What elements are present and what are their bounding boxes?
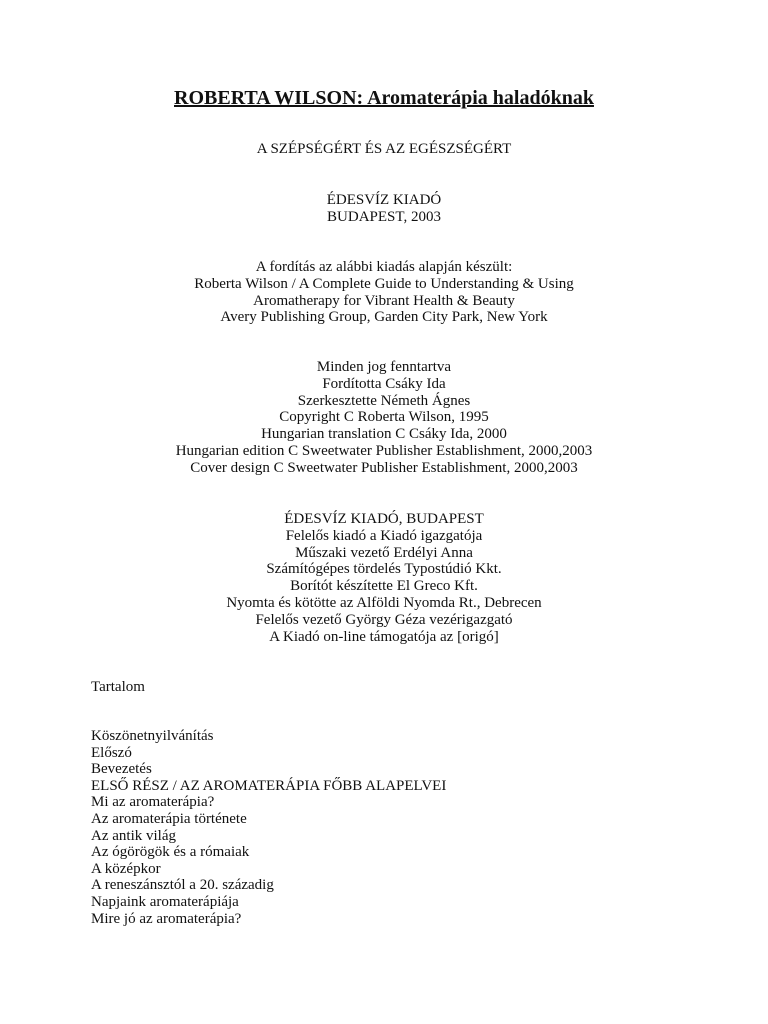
rights-line: Fordította Csáky Ida [322,375,446,392]
credits-line: Műszaki vezető Erdélyi Anna [295,544,473,561]
source-edition-block [0,259,768,326]
source-line: Avery Publishing Group, Garden City Park, New York [220,309,548,326]
credits-line: Felelős vezető György Géza vezérigazgató [255,611,513,628]
subtitle-line: A SZÉPSÉGÉRT ÉS AZ EGÉSZSÉGÉRT [256,141,512,157]
publisher-line: ÉDESVÍZ KIADÓ [326,192,442,208]
toc-item: ELSŐ RÉSZ / AZ AROMATERÁPIA FŐBB ALAPELVEI [91,777,447,794]
credits-line: Nyomta és kötötte az Alföldi Nyomda Rt., Debrecen [226,594,542,611]
credits-line: A Kiadó on-line támogatója az [origó] [269,628,499,645]
toc-item: A középkor [91,860,161,877]
toc-item: Mi az aromaterápia? [91,794,215,811]
toc-item: Mire jó az aromaterápia? [91,910,242,927]
credits-line: Borítót készítette El Greco Kft. [290,578,478,595]
rights-line: Cover design C Sweetwater Publisher Establishment, 2000,2003 [190,459,578,476]
rights-line: Copyright C Roberta Wilson, 1995 [279,409,489,426]
toc-item: Az antik világ [91,827,176,844]
rights-line: Szerkesztette Németh Ágnes [297,392,471,409]
toc-item: Napjaink aromaterápiája [91,893,239,910]
toc-item: A reneszánsztól a 20. századig [91,877,274,894]
table-of-contents [91,728,446,927]
rights-line: Hungarian edition C Sweetwater Publisher Establishment, 2000,2003 [175,442,593,459]
toc-item: Az ógörögök és a rómaiak [91,844,250,861]
publisher-block [0,192,768,226]
credits-line: Számítógépes tördelés Typostúdió Kkt. [266,561,502,578]
toc-item: Köszönetnyilvánítás [91,728,214,744]
rights-line: Hungarian translation C Csáky Ida, 2000 [261,426,507,443]
credits-line: ÉDESVÍZ KIADÓ, BUDAPEST [284,511,484,527]
credits-block [0,511,768,645]
subtitle-block [0,141,768,158]
credits-line: Felelős kiadó a Kiadó igazgatója [285,527,483,544]
toc-item: Bevezetés [91,761,152,778]
rights-block [0,359,768,477]
publisher-line: BUDAPEST, 2003 [327,208,441,225]
source-line: A fordítás az alábbi kiadás alapján készült: [255,259,513,275]
toc-heading: Tartalom [91,679,145,695]
source-line: Roberta Wilson / A Complete Guide to Understanding & Using [194,275,574,292]
document-title: ROBERTA WILSON: Aromaterápia haladóknak [174,87,594,109]
toc-item: Az aromaterápia története [91,810,247,827]
toc-item: Előszó [91,744,132,761]
rights-line: Minden jog fenntartva [316,359,452,375]
source-line: Aromatherapy for Vibrant Health & Beauty [253,292,515,309]
